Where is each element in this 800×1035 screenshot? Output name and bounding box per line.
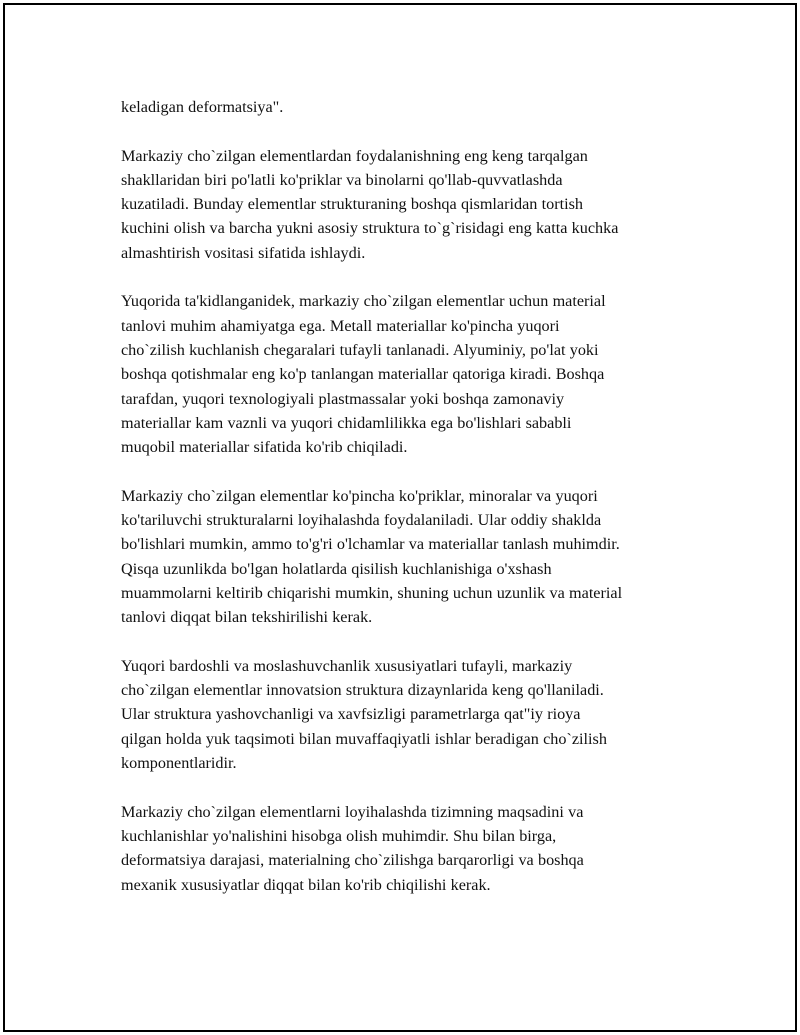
text-line: Markaziy cho`zilgan elementlardan foydalanishning eng keng tarqalgan <box>121 146 588 165</box>
paragraph-4 <box>121 484 696 630</box>
text-line: kuzatiladi. Bunday elementlar strukturaning boshqa qismlaridan tortish <box>121 195 583 214</box>
text-line: tanlovi diqqat bilan tekshirilishi kerak. <box>121 608 373 627</box>
text-line: mexanik xususiyatlar diqqat bilan ko'rib chiqilishi kerak. <box>121 875 491 894</box>
text-line: muqobil materiallar sifatida ko'rib chiqiladi. <box>121 438 408 457</box>
document-page <box>3 3 797 1032</box>
text-line: Ular struktura yashovchanligi va xavfsizligi parametrlarga qat"iy rioya <box>121 705 581 724</box>
paragraph-1 <box>121 95 696 119</box>
text-line: Markaziy cho`zilgan elementlarni loyihalashda tizimning maqsadini va <box>121 802 584 821</box>
text-line: keladigan deformatsiya". <box>121 98 284 116</box>
paragraph-5 <box>121 654 696 775</box>
text-line: ko'tariluvchi strukturalarni loyihalashda foydalaniladi. Ular oddiy shaklda <box>121 511 602 530</box>
text-line: Yuqorida ta'kidlanganidek, markaziy cho`zilgan elementlar uchun material <box>121 292 606 311</box>
text-line: materiallar kam vaznli va yuqori chidamlilikka ega bo'lishlari sababli <box>121 413 572 432</box>
text-line: komponentlaridir. <box>121 754 237 773</box>
text-line: Yuqori bardoshli va moslashuvchanlik xususiyatlari tufayli, markaziy <box>121 656 573 675</box>
text-line: boshqa qotishmalar eng ko'p tanlangan materiallar qatoriga kiradi. Boshqa <box>121 365 605 384</box>
paragraph-6 <box>121 800 696 897</box>
text-line: muammolarni keltirib chiqarishi mumkin, shuning uchun uzunlik va material <box>121 583 623 602</box>
text-line: kuchini olish va barcha yukni asosiy struktura to`g`risidagi eng katta kuchka <box>121 219 619 238</box>
text-line: tanlovi muhim ahamiyatga ega. Metall materiallar ko'pincha yuqori <box>121 316 560 335</box>
text-line: cho`zilgan elementlar innovatsion struktura dizaynlarida keng qo'llaniladi. <box>121 681 604 700</box>
text-line: Markaziy cho`zilgan elementlar ko'pincha ko'priklar, minoralar va yuqori <box>121 486 598 505</box>
text-line: bo'lishlari mumkin, ammo to'g'ri o'lchamlar va materiallar tanlash muhimdir. <box>121 535 620 554</box>
text-line: qilgan holda yuk taqsimoti bilan muvaffaqiyatli ishlar beradigan cho`zilish <box>121 729 607 748</box>
paragraph-2 <box>121 144 696 265</box>
text-line: cho`zilish kuchlanish chegaralari tufayli tanlanadi. Alyuminiy, po'lat yoki <box>121 340 599 359</box>
text-line: kuchlanishlar yo'nalishini hisobga olish muhimdir. Shu bilan birga, <box>121 826 557 845</box>
text-line: almashtirish vositasi sifatida ishlaydi. <box>121 243 366 262</box>
document-body <box>121 95 696 921</box>
paragraph-3 <box>121 289 696 459</box>
text-line: Qisqa uzunlikda bo'lgan holatlarda qisilish kuchlanishiga o'xshash <box>121 559 552 578</box>
text-line: tarafdan, yuqori texnologiyali plastmassalar yoki boshqa zamonaviy <box>121 389 565 408</box>
text-line: shakllaridan biri po'latli ko'priklar va binolarni qo'llab-quvvatlashda <box>121 170 563 189</box>
text-line: deformatsiya darajasi, materialning cho`zilishga barqarorligi va boshqa <box>121 851 584 870</box>
